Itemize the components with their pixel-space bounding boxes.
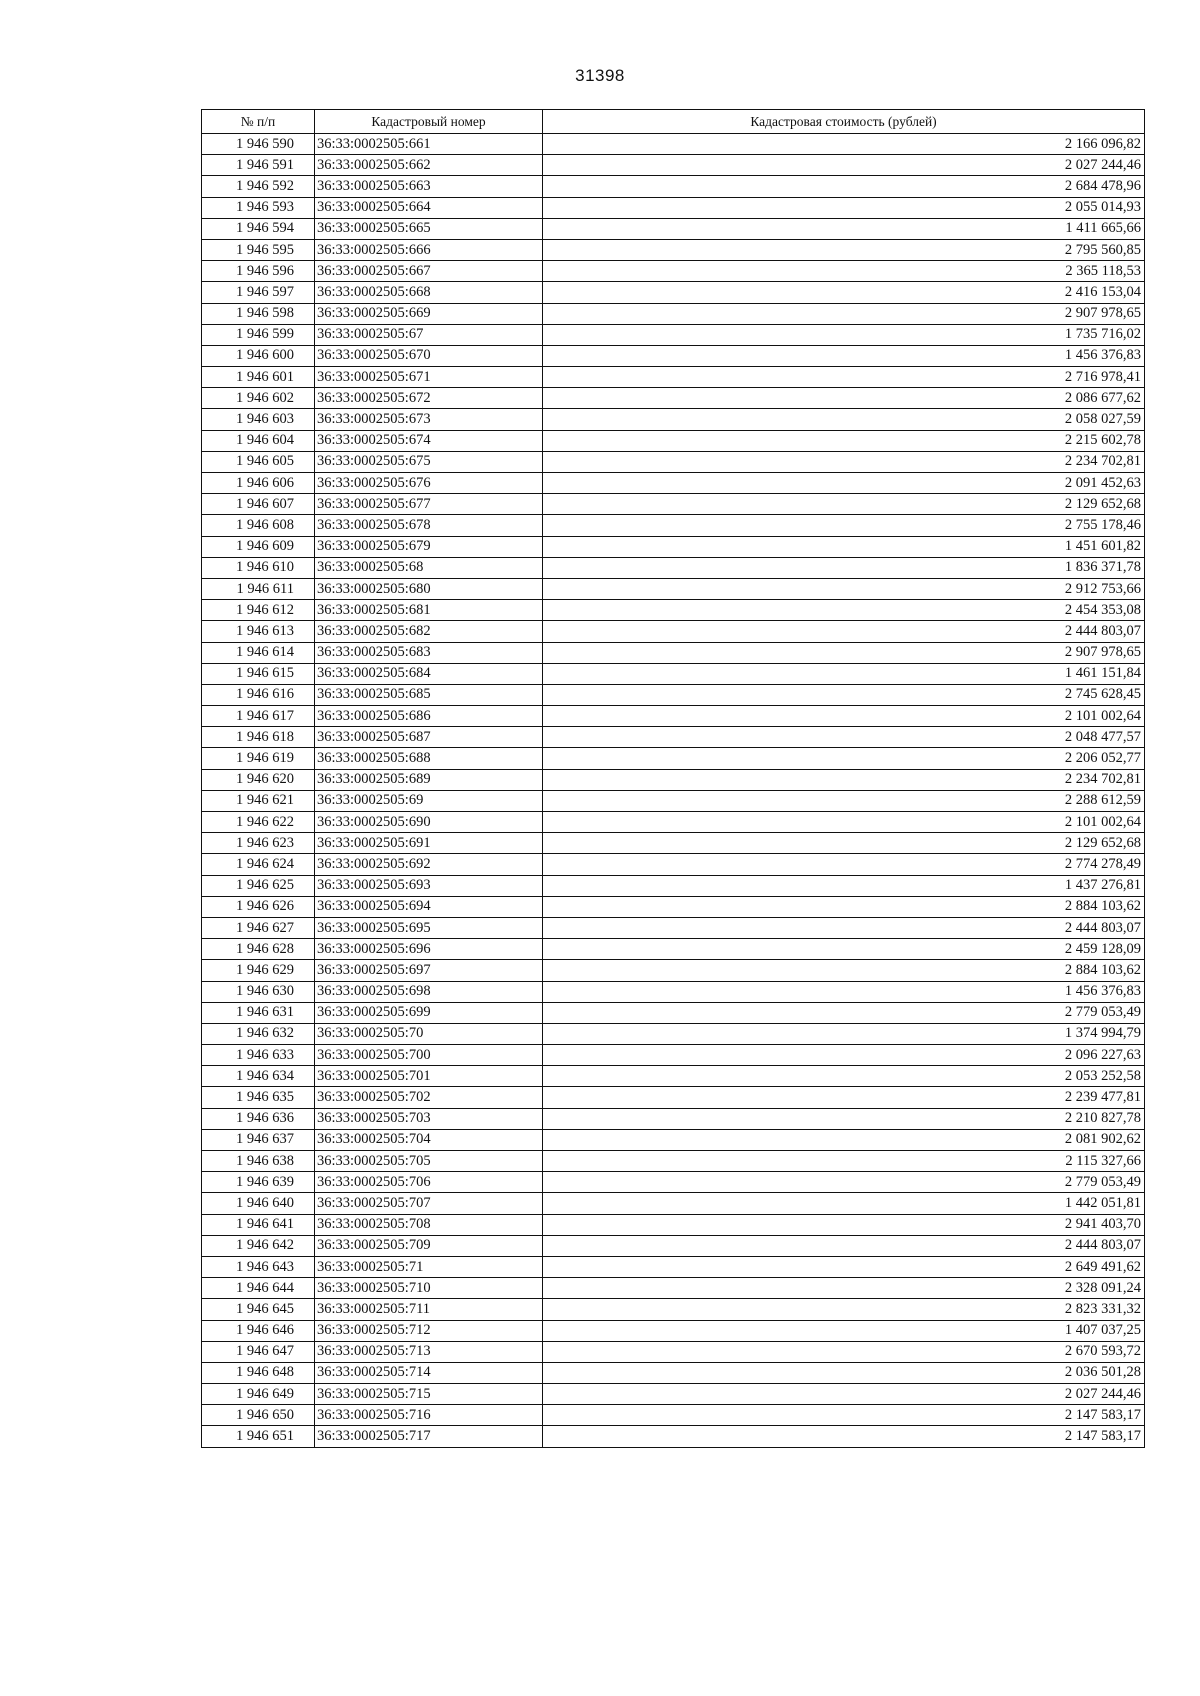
row-index-cell: 1 946 629 xyxy=(202,960,315,981)
table-row xyxy=(202,621,1145,642)
cadastral-number-cell: 36:33:0002505:688 xyxy=(315,748,543,769)
page-number: 31398 xyxy=(575,66,625,85)
row-index-cell: 1 946 603 xyxy=(202,409,315,430)
cadastral-number-cell: 36:33:0002505:678 xyxy=(315,515,543,536)
table-row xyxy=(202,917,1145,938)
row-index-cell: 1 946 624 xyxy=(202,854,315,875)
row-index-cell: 1 946 593 xyxy=(202,197,315,218)
cadastral-number-cell: 36:33:0002505:696 xyxy=(315,939,543,960)
cadastral-number-cell: 36:33:0002505:711 xyxy=(315,1299,543,1320)
table-row xyxy=(202,1362,1145,1383)
header-row xyxy=(202,110,1145,134)
table-row xyxy=(202,578,1145,599)
cadastral-number-cell: 36:33:0002505:685 xyxy=(315,684,543,705)
row-index-cell: 1 946 614 xyxy=(202,642,315,663)
row-index-cell: 1 946 637 xyxy=(202,1129,315,1150)
cadastral-value-cell: 2 328 091,24 xyxy=(543,1278,1145,1299)
cadastral-number-cell: 36:33:0002505:668 xyxy=(315,282,543,303)
table-row xyxy=(202,896,1145,917)
cadastral-value-cell: 2 745 628,45 xyxy=(543,684,1145,705)
row-index-cell: 1 946 648 xyxy=(202,1362,315,1383)
table-row xyxy=(202,790,1145,811)
cadastral-number-cell: 36:33:0002505:677 xyxy=(315,494,543,515)
cadastral-value-cell: 2 206 052,77 xyxy=(543,748,1145,769)
cadastral-number-cell: 36:33:0002505:707 xyxy=(315,1193,543,1214)
row-index-cell: 1 946 641 xyxy=(202,1214,315,1235)
table-row xyxy=(202,1299,1145,1320)
cadastral-value-cell: 2 779 053,49 xyxy=(543,1172,1145,1193)
row-index-cell: 1 946 634 xyxy=(202,1066,315,1087)
cadastral-value-cell: 2 086 677,62 xyxy=(543,388,1145,409)
cadastral-number-cell: 36:33:0002505:710 xyxy=(315,1278,543,1299)
cadastral-number-cell: 36:33:0002505:708 xyxy=(315,1214,543,1235)
cadastral-value-cell: 2 234 702,81 xyxy=(543,451,1145,472)
table-row xyxy=(202,536,1145,557)
row-index-cell: 1 946 640 xyxy=(202,1193,315,1214)
cadastral-number-cell: 36:33:0002505:717 xyxy=(315,1426,543,1447)
row-index-cell: 1 946 621 xyxy=(202,790,315,811)
cadastral-value-cell: 2 129 652,68 xyxy=(543,833,1145,854)
row-index-cell: 1 946 616 xyxy=(202,684,315,705)
cadastral-number-cell: 36:33:0002505:701 xyxy=(315,1066,543,1087)
cadastral-number-cell: 36:33:0002505:666 xyxy=(315,239,543,260)
row-index-cell: 1 946 649 xyxy=(202,1384,315,1405)
row-index-cell: 1 946 601 xyxy=(202,367,315,388)
row-index-cell: 1 946 642 xyxy=(202,1235,315,1256)
cadastral-value-cell: 1 735 716,02 xyxy=(543,324,1145,345)
cadastral-number-cell: 36:33:0002505:704 xyxy=(315,1129,543,1150)
row-index-cell: 1 946 623 xyxy=(202,833,315,854)
cadastral-number-cell: 36:33:0002505:71 xyxy=(315,1256,543,1277)
cadastral-number-cell: 36:33:0002505:69 xyxy=(315,790,543,811)
table-row xyxy=(202,727,1145,748)
cadastral-value-cell: 1 442 051,81 xyxy=(543,1193,1145,1214)
table-row xyxy=(202,494,1145,515)
cadastral-number-cell: 36:33:0002505:67 xyxy=(315,324,543,345)
row-index-cell: 1 946 625 xyxy=(202,875,315,896)
table-row xyxy=(202,134,1145,155)
table-row xyxy=(202,748,1145,769)
cadastral-number-cell: 36:33:0002505:70 xyxy=(315,1023,543,1044)
row-index-cell: 1 946 599 xyxy=(202,324,315,345)
cadastral-value-cell: 2 101 002,64 xyxy=(543,706,1145,727)
row-index-cell: 1 946 604 xyxy=(202,430,315,451)
cadastral-number-cell: 36:33:0002505:691 xyxy=(315,833,543,854)
table-row xyxy=(202,324,1145,345)
row-index-cell: 1 946 628 xyxy=(202,939,315,960)
cadastral-value-cell: 2 907 978,65 xyxy=(543,303,1145,324)
table-row xyxy=(202,1023,1145,1044)
row-index-cell: 1 946 639 xyxy=(202,1172,315,1193)
cadastral-number-cell: 36:33:0002505:680 xyxy=(315,578,543,599)
cadastral-value-cell: 2 444 803,07 xyxy=(543,917,1145,938)
cadastral-value-cell: 2 166 096,82 xyxy=(543,134,1145,155)
row-index-cell: 1 946 600 xyxy=(202,345,315,366)
table-row xyxy=(202,282,1145,303)
cadastral-number-cell: 36:33:0002505:713 xyxy=(315,1341,543,1362)
cadastral-number-cell: 36:33:0002505:667 xyxy=(315,261,543,282)
table-row xyxy=(202,833,1145,854)
cadastral-number-cell: 36:33:0002505:663 xyxy=(315,176,543,197)
table-row xyxy=(202,1235,1145,1256)
cadastral-number-cell: 36:33:0002505:686 xyxy=(315,706,543,727)
table-row xyxy=(202,1341,1145,1362)
cadastral-number-cell: 36:33:0002505:690 xyxy=(315,812,543,833)
cadastral-value-cell: 2 912 753,66 xyxy=(543,578,1145,599)
table-row xyxy=(202,1256,1145,1277)
row-index-cell: 1 946 643 xyxy=(202,1256,315,1277)
row-index-cell: 1 946 633 xyxy=(202,1045,315,1066)
cadastral-value-cell: 1 437 276,81 xyxy=(543,875,1145,896)
cadastral-number-cell: 36:33:0002505:681 xyxy=(315,600,543,621)
cadastral-number-cell: 36:33:0002505:692 xyxy=(315,854,543,875)
cadastral-number-cell: 36:33:0002505:709 xyxy=(315,1235,543,1256)
cadastral-value-cell: 2 779 053,49 xyxy=(543,1002,1145,1023)
cadastral-number-cell: 36:33:0002505:697 xyxy=(315,960,543,981)
table-row xyxy=(202,367,1145,388)
cadastral-number-cell: 36:33:0002505:676 xyxy=(315,473,543,494)
table-row xyxy=(202,1066,1145,1087)
row-index-cell: 1 946 598 xyxy=(202,303,315,324)
cadastral-number-cell: 36:33:0002505:715 xyxy=(315,1384,543,1405)
cadastral-number-cell: 36:33:0002505:703 xyxy=(315,1108,543,1129)
cadastral-value-cell: 2 027 244,46 xyxy=(543,155,1145,176)
cadastral-value-cell: 2 454 353,08 xyxy=(543,600,1145,621)
table-row xyxy=(202,451,1145,472)
cadastral-number-cell: 36:33:0002505:674 xyxy=(315,430,543,451)
row-index-cell: 1 946 630 xyxy=(202,981,315,1002)
cadastral-value-cell: 2 096 227,63 xyxy=(543,1045,1145,1066)
cadastral-number-cell: 36:33:0002505:662 xyxy=(315,155,543,176)
table-row xyxy=(202,875,1145,896)
table-row xyxy=(202,515,1145,536)
row-index-cell: 1 946 590 xyxy=(202,134,315,155)
cadastral-value-cell: 2 795 560,85 xyxy=(543,239,1145,260)
row-index-cell: 1 946 647 xyxy=(202,1341,315,1362)
cadastral-number-cell: 36:33:0002505:664 xyxy=(315,197,543,218)
table-row xyxy=(202,769,1145,790)
row-index-cell: 1 946 607 xyxy=(202,494,315,515)
cadastral-value-cell: 2 053 252,58 xyxy=(543,1066,1145,1087)
cadastral-value-cell: 1 456 376,83 xyxy=(543,345,1145,366)
cadastral-number-cell: 36:33:0002505:687 xyxy=(315,727,543,748)
cadastral-value-cell: 2 129 652,68 xyxy=(543,494,1145,515)
cadastral-value-cell: 2 036 501,28 xyxy=(543,1362,1145,1383)
cadastral-number-cell: 36:33:0002505:698 xyxy=(315,981,543,1002)
row-index-cell: 1 946 636 xyxy=(202,1108,315,1129)
cadastral-number-cell: 36:33:0002505:714 xyxy=(315,1362,543,1383)
table-row xyxy=(202,239,1145,260)
table-row xyxy=(202,706,1145,727)
table-row xyxy=(202,1002,1145,1023)
cadastral-value-table xyxy=(201,109,1145,1448)
cadastral-value-cell: 2 210 827,78 xyxy=(543,1108,1145,1129)
cadastral-number-cell: 36:33:0002505:675 xyxy=(315,451,543,472)
cadastral-number-cell: 36:33:0002505:699 xyxy=(315,1002,543,1023)
cadastral-value-cell: 2 147 583,17 xyxy=(543,1426,1145,1447)
cadastral-value-cell: 2 823 331,32 xyxy=(543,1299,1145,1320)
table-header xyxy=(202,110,1145,134)
cadastral-value-cell: 2 115 327,66 xyxy=(543,1151,1145,1172)
table-row xyxy=(202,430,1145,451)
row-index-cell: 1 946 620 xyxy=(202,769,315,790)
cadastral-number-cell: 36:33:0002505:669 xyxy=(315,303,543,324)
cadastral-number-cell: 36:33:0002505:695 xyxy=(315,917,543,938)
cadastral-value-cell: 2 288 612,59 xyxy=(543,790,1145,811)
cadastral-value-cell: 2 147 583,17 xyxy=(543,1405,1145,1426)
cadastral-value-cell: 1 836 371,78 xyxy=(543,557,1145,578)
table-row xyxy=(202,854,1145,875)
row-index-cell: 1 946 595 xyxy=(202,239,315,260)
cadastral-value-cell: 2 234 702,81 xyxy=(543,769,1145,790)
row-index-cell: 1 946 609 xyxy=(202,536,315,557)
cadastral-value-cell: 2 365 118,53 xyxy=(543,261,1145,282)
cadastral-value-cell: 2 027 244,46 xyxy=(543,1384,1145,1405)
table-row xyxy=(202,473,1145,494)
table-row xyxy=(202,1405,1145,1426)
column-header-cadastral-number: Кадастровый номер xyxy=(315,110,543,134)
row-index-cell: 1 946 622 xyxy=(202,812,315,833)
cadastral-number-cell: 36:33:0002505:68 xyxy=(315,557,543,578)
row-index-cell: 1 946 615 xyxy=(202,663,315,684)
table-row xyxy=(202,409,1145,430)
row-index-cell: 1 946 602 xyxy=(202,388,315,409)
cadastral-value-cell: 2 081 902,62 xyxy=(543,1129,1145,1150)
cadastral-value-cell: 2 884 103,62 xyxy=(543,960,1145,981)
table-row xyxy=(202,1278,1145,1299)
row-index-cell: 1 946 651 xyxy=(202,1426,315,1447)
cadastral-value-cell: 2 058 027,59 xyxy=(543,409,1145,430)
table-row xyxy=(202,388,1145,409)
cadastral-value-cell: 2 684 478,96 xyxy=(543,176,1145,197)
table-row xyxy=(202,1426,1145,1447)
row-index-cell: 1 946 611 xyxy=(202,578,315,599)
cadastral-value-cell: 2 055 014,93 xyxy=(543,197,1145,218)
cadastral-value-cell: 1 451 601,82 xyxy=(543,536,1145,557)
cadastral-value-cell: 2 774 278,49 xyxy=(543,854,1145,875)
table-row xyxy=(202,218,1145,239)
row-index-cell: 1 946 606 xyxy=(202,473,315,494)
cadastral-value-cell: 2 416 153,04 xyxy=(543,282,1145,303)
cadastral-value-cell: 2 649 491,62 xyxy=(543,1256,1145,1277)
table-row xyxy=(202,981,1145,1002)
row-index-cell: 1 946 594 xyxy=(202,218,315,239)
row-index-cell: 1 946 613 xyxy=(202,621,315,642)
table-row xyxy=(202,600,1145,621)
cadastral-value-cell: 2 091 452,63 xyxy=(543,473,1145,494)
table-row xyxy=(202,1193,1145,1214)
cadastral-number-cell: 36:33:0002505:673 xyxy=(315,409,543,430)
cadastral-number-cell: 36:33:0002505:683 xyxy=(315,642,543,663)
cadastral-number-cell: 36:33:0002505:671 xyxy=(315,367,543,388)
cadastral-number-cell: 36:33:0002505:700 xyxy=(315,1045,543,1066)
table-row xyxy=(202,1151,1145,1172)
table-row xyxy=(202,176,1145,197)
cadastral-value-cell: 2 941 403,70 xyxy=(543,1214,1145,1235)
cadastral-value-cell: 2 101 002,64 xyxy=(543,812,1145,833)
table-row xyxy=(202,663,1145,684)
cadastral-number-cell: 36:33:0002505:661 xyxy=(315,134,543,155)
cadastral-number-cell: 36:33:0002505:706 xyxy=(315,1172,543,1193)
cadastral-value-cell: 1 411 665,66 xyxy=(543,218,1145,239)
row-index-cell: 1 946 632 xyxy=(202,1023,315,1044)
row-index-cell: 1 946 612 xyxy=(202,600,315,621)
row-index-cell: 1 946 591 xyxy=(202,155,315,176)
cadastral-value-cell: 2 239 477,81 xyxy=(543,1087,1145,1108)
cadastral-value-cell: 2 215 602,78 xyxy=(543,430,1145,451)
cadastral-value-cell: 1 461 151,84 xyxy=(543,663,1145,684)
table-row xyxy=(202,1172,1145,1193)
row-index-cell: 1 946 605 xyxy=(202,451,315,472)
cadastral-value-cell: 2 884 103,62 xyxy=(543,896,1145,917)
cadastral-value-cell: 2 444 803,07 xyxy=(543,621,1145,642)
table-row xyxy=(202,303,1145,324)
cadastral-number-cell: 36:33:0002505:682 xyxy=(315,621,543,642)
row-index-cell: 1 946 596 xyxy=(202,261,315,282)
row-index-cell: 1 946 638 xyxy=(202,1151,315,1172)
table-row xyxy=(202,557,1145,578)
cadastral-number-cell: 36:33:0002505:665 xyxy=(315,218,543,239)
cadastral-value-cell: 2 444 803,07 xyxy=(543,1235,1145,1256)
cadastral-number-cell: 36:33:0002505:679 xyxy=(315,536,543,557)
row-index-cell: 1 946 619 xyxy=(202,748,315,769)
table-row xyxy=(202,684,1145,705)
row-index-cell: 1 946 627 xyxy=(202,917,315,938)
table-row xyxy=(202,155,1145,176)
row-index-cell: 1 946 631 xyxy=(202,1002,315,1023)
cadastral-number-cell: 36:33:0002505:694 xyxy=(315,896,543,917)
cadastral-number-cell: 36:33:0002505:693 xyxy=(315,875,543,896)
cadastral-number-cell: 36:33:0002505:712 xyxy=(315,1320,543,1341)
table-row xyxy=(202,812,1145,833)
table-row xyxy=(202,1214,1145,1235)
table-row xyxy=(202,197,1145,218)
table-row xyxy=(202,1108,1145,1129)
column-header-cadastral-value: Кадастровая стоимость (рублей) xyxy=(543,110,1145,134)
cadastral-value-cell: 2 907 978,65 xyxy=(543,642,1145,663)
cadastral-number-cell: 36:33:0002505:689 xyxy=(315,769,543,790)
row-index-cell: 1 946 610 xyxy=(202,557,315,578)
cadastral-value-cell: 1 374 994,79 xyxy=(543,1023,1145,1044)
table-row xyxy=(202,261,1145,282)
row-index-cell: 1 946 650 xyxy=(202,1405,315,1426)
row-index-cell: 1 946 626 xyxy=(202,896,315,917)
table-row xyxy=(202,1384,1145,1405)
table-row xyxy=(202,345,1145,366)
row-index-cell: 1 946 635 xyxy=(202,1087,315,1108)
cadastral-value-cell: 2 716 978,41 xyxy=(543,367,1145,388)
table-row xyxy=(202,1045,1145,1066)
table-row xyxy=(202,1320,1145,1341)
row-index-cell: 1 946 644 xyxy=(202,1278,315,1299)
cadastral-value-cell: 1 407 037,25 xyxy=(543,1320,1145,1341)
table-row xyxy=(202,642,1145,663)
table-row xyxy=(202,1129,1145,1150)
cadastral-number-cell: 36:33:0002505:705 xyxy=(315,1151,543,1172)
cadastral-value-cell: 2 459 128,09 xyxy=(543,939,1145,960)
cadastral-number-cell: 36:33:0002505:670 xyxy=(315,345,543,366)
column-header-index: № п/п xyxy=(202,110,315,134)
table-row xyxy=(202,1087,1145,1108)
cadastral-value-cell: 2 755 178,46 xyxy=(543,515,1145,536)
cadastral-number-cell: 36:33:0002505:684 xyxy=(315,663,543,684)
row-index-cell: 1 946 618 xyxy=(202,727,315,748)
table-body xyxy=(202,134,1145,1448)
cadastral-number-cell: 36:33:0002505:702 xyxy=(315,1087,543,1108)
row-index-cell: 1 946 617 xyxy=(202,706,315,727)
table-row xyxy=(202,960,1145,981)
table-row xyxy=(202,939,1145,960)
row-index-cell: 1 946 646 xyxy=(202,1320,315,1341)
cadastral-value-cell: 2 670 593,72 xyxy=(543,1341,1145,1362)
cadastral-number-cell: 36:33:0002505:716 xyxy=(315,1405,543,1426)
cadastral-value-cell: 1 456 376,83 xyxy=(543,981,1145,1002)
row-index-cell: 1 946 592 xyxy=(202,176,315,197)
row-index-cell: 1 946 608 xyxy=(202,515,315,536)
cadastral-number-cell: 36:33:0002505:672 xyxy=(315,388,543,409)
cadastral-value-cell: 2 048 477,57 xyxy=(543,727,1145,748)
row-index-cell: 1 946 645 xyxy=(202,1299,315,1320)
row-index-cell: 1 946 597 xyxy=(202,282,315,303)
